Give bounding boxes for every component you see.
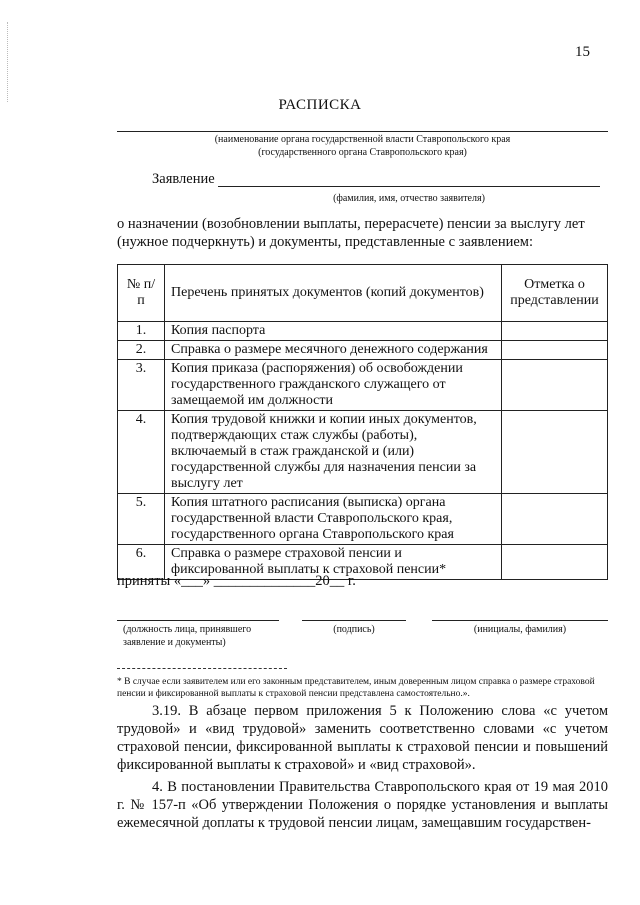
name-caption: (инициалы, фамилия) <box>473 624 567 635</box>
org-caption-line2: (государственного органа Ставропольского края) <box>258 147 467 158</box>
application-label: Заявление <box>152 171 215 187</box>
binding-margin-mark <box>7 22 9 102</box>
row-num: 6. <box>118 545 165 580</box>
header-num: № п/п <box>118 265 165 322</box>
row-num: 5. <box>118 494 165 545</box>
header-mark: Отметка о представлении <box>502 265 608 322</box>
row-text: Справка о размере страховой пенсии и фиксированной выплаты к страховой пенсии* <box>165 545 502 580</box>
signature-caption: (подпись) <box>333 624 375 635</box>
row-text: Копия паспорта <box>165 322 502 341</box>
paragraph-3-19: 3.19. В абзаце первом приложения 5 к Положению слова «с учетом трудовой» и «вид трудовой» заменить соответственно словами «с учетом страховой пенсии, фиксированной выплаты к страховой пенсии и повышений фиксированной выплаты к страховой» и «вид страховой». <box>117 703 608 773</box>
position-line <box>117 620 279 621</box>
row-mark <box>502 322 608 341</box>
applicant-caption: (фамилия, имя, отчество заявителя) <box>333 193 485 204</box>
footnote-separator <box>117 668 287 669</box>
row-text: Копия штатного расписания (выписка) органа государственной власти Ставропольского края, государственного органа Ставропольского края <box>165 494 502 545</box>
position-caption: (должность лица, принявшего заявление и документы) <box>123 624 252 648</box>
table-row <box>118 322 608 341</box>
row-mark <box>502 411 608 494</box>
row-text: Копия приказа (распоряжения) об освобождении государственного гражданского служащего от замещаемой им должности <box>165 360 502 411</box>
row-text: Справка о размере месячного денежного содержания <box>165 341 502 360</box>
table-row <box>118 341 608 360</box>
table-row <box>118 411 608 494</box>
page-title: РАСПИСКА <box>278 97 362 113</box>
name-line <box>432 620 608 621</box>
row-num: 3. <box>118 360 165 411</box>
page-number: 15 <box>575 44 590 60</box>
table-row <box>118 494 608 545</box>
signature-line <box>302 620 406 621</box>
row-num: 1. <box>118 322 165 341</box>
paragraph-4: 4. В постановлении Правительства Ставропольского края от 19 мая 2010 г. № 157-п «Об утверждении Положения о порядке установления и выплаты ежемесячной доплаты к трудовой пенсии лицам, замещавшим государствен- <box>117 779 608 831</box>
row-mark <box>502 494 608 545</box>
intro-line2: (нужное подчеркнуть) и документы, представленные с заявлением: <box>117 234 533 250</box>
applicant-name-line <box>218 186 600 187</box>
row-mark <box>502 545 608 580</box>
table-row <box>118 360 608 411</box>
row-mark <box>502 341 608 360</box>
org-caption <box>117 133 608 159</box>
row-mark <box>502 360 608 411</box>
org-name-line <box>117 131 608 132</box>
intro-line1: о назначении (возобновлении выплаты, перерасчете) пенсии за выслугу лет <box>117 216 585 232</box>
row-text: Копия трудовой книжки и копии иных документов, подтверждающих стаж службы (работы), включаемый в стаж гражданской и (или) государственной службы для назначения пенсии за выслугу лет <box>165 411 502 494</box>
row-num: 2. <box>118 341 165 360</box>
intro-text <box>117 215 612 251</box>
org-caption-line1: (наименование органа государственной власти Ставропольского края <box>214 134 511 145</box>
accepted-date: приняты «___» ______________20__ г. <box>117 573 356 589</box>
documents-table <box>117 264 608 580</box>
row-num: 4. <box>118 411 165 494</box>
header-list: Перечень принятых документов (копий документов) <box>165 265 502 322</box>
footnote: * В случае если заявителем или его законным представителем, иным доверенным лицом справка о размере страховой пенсии и фиксированной выплаты к страховой пенсии представлена самостоятельно.». <box>117 677 595 699</box>
table-header-row <box>118 265 608 322</box>
